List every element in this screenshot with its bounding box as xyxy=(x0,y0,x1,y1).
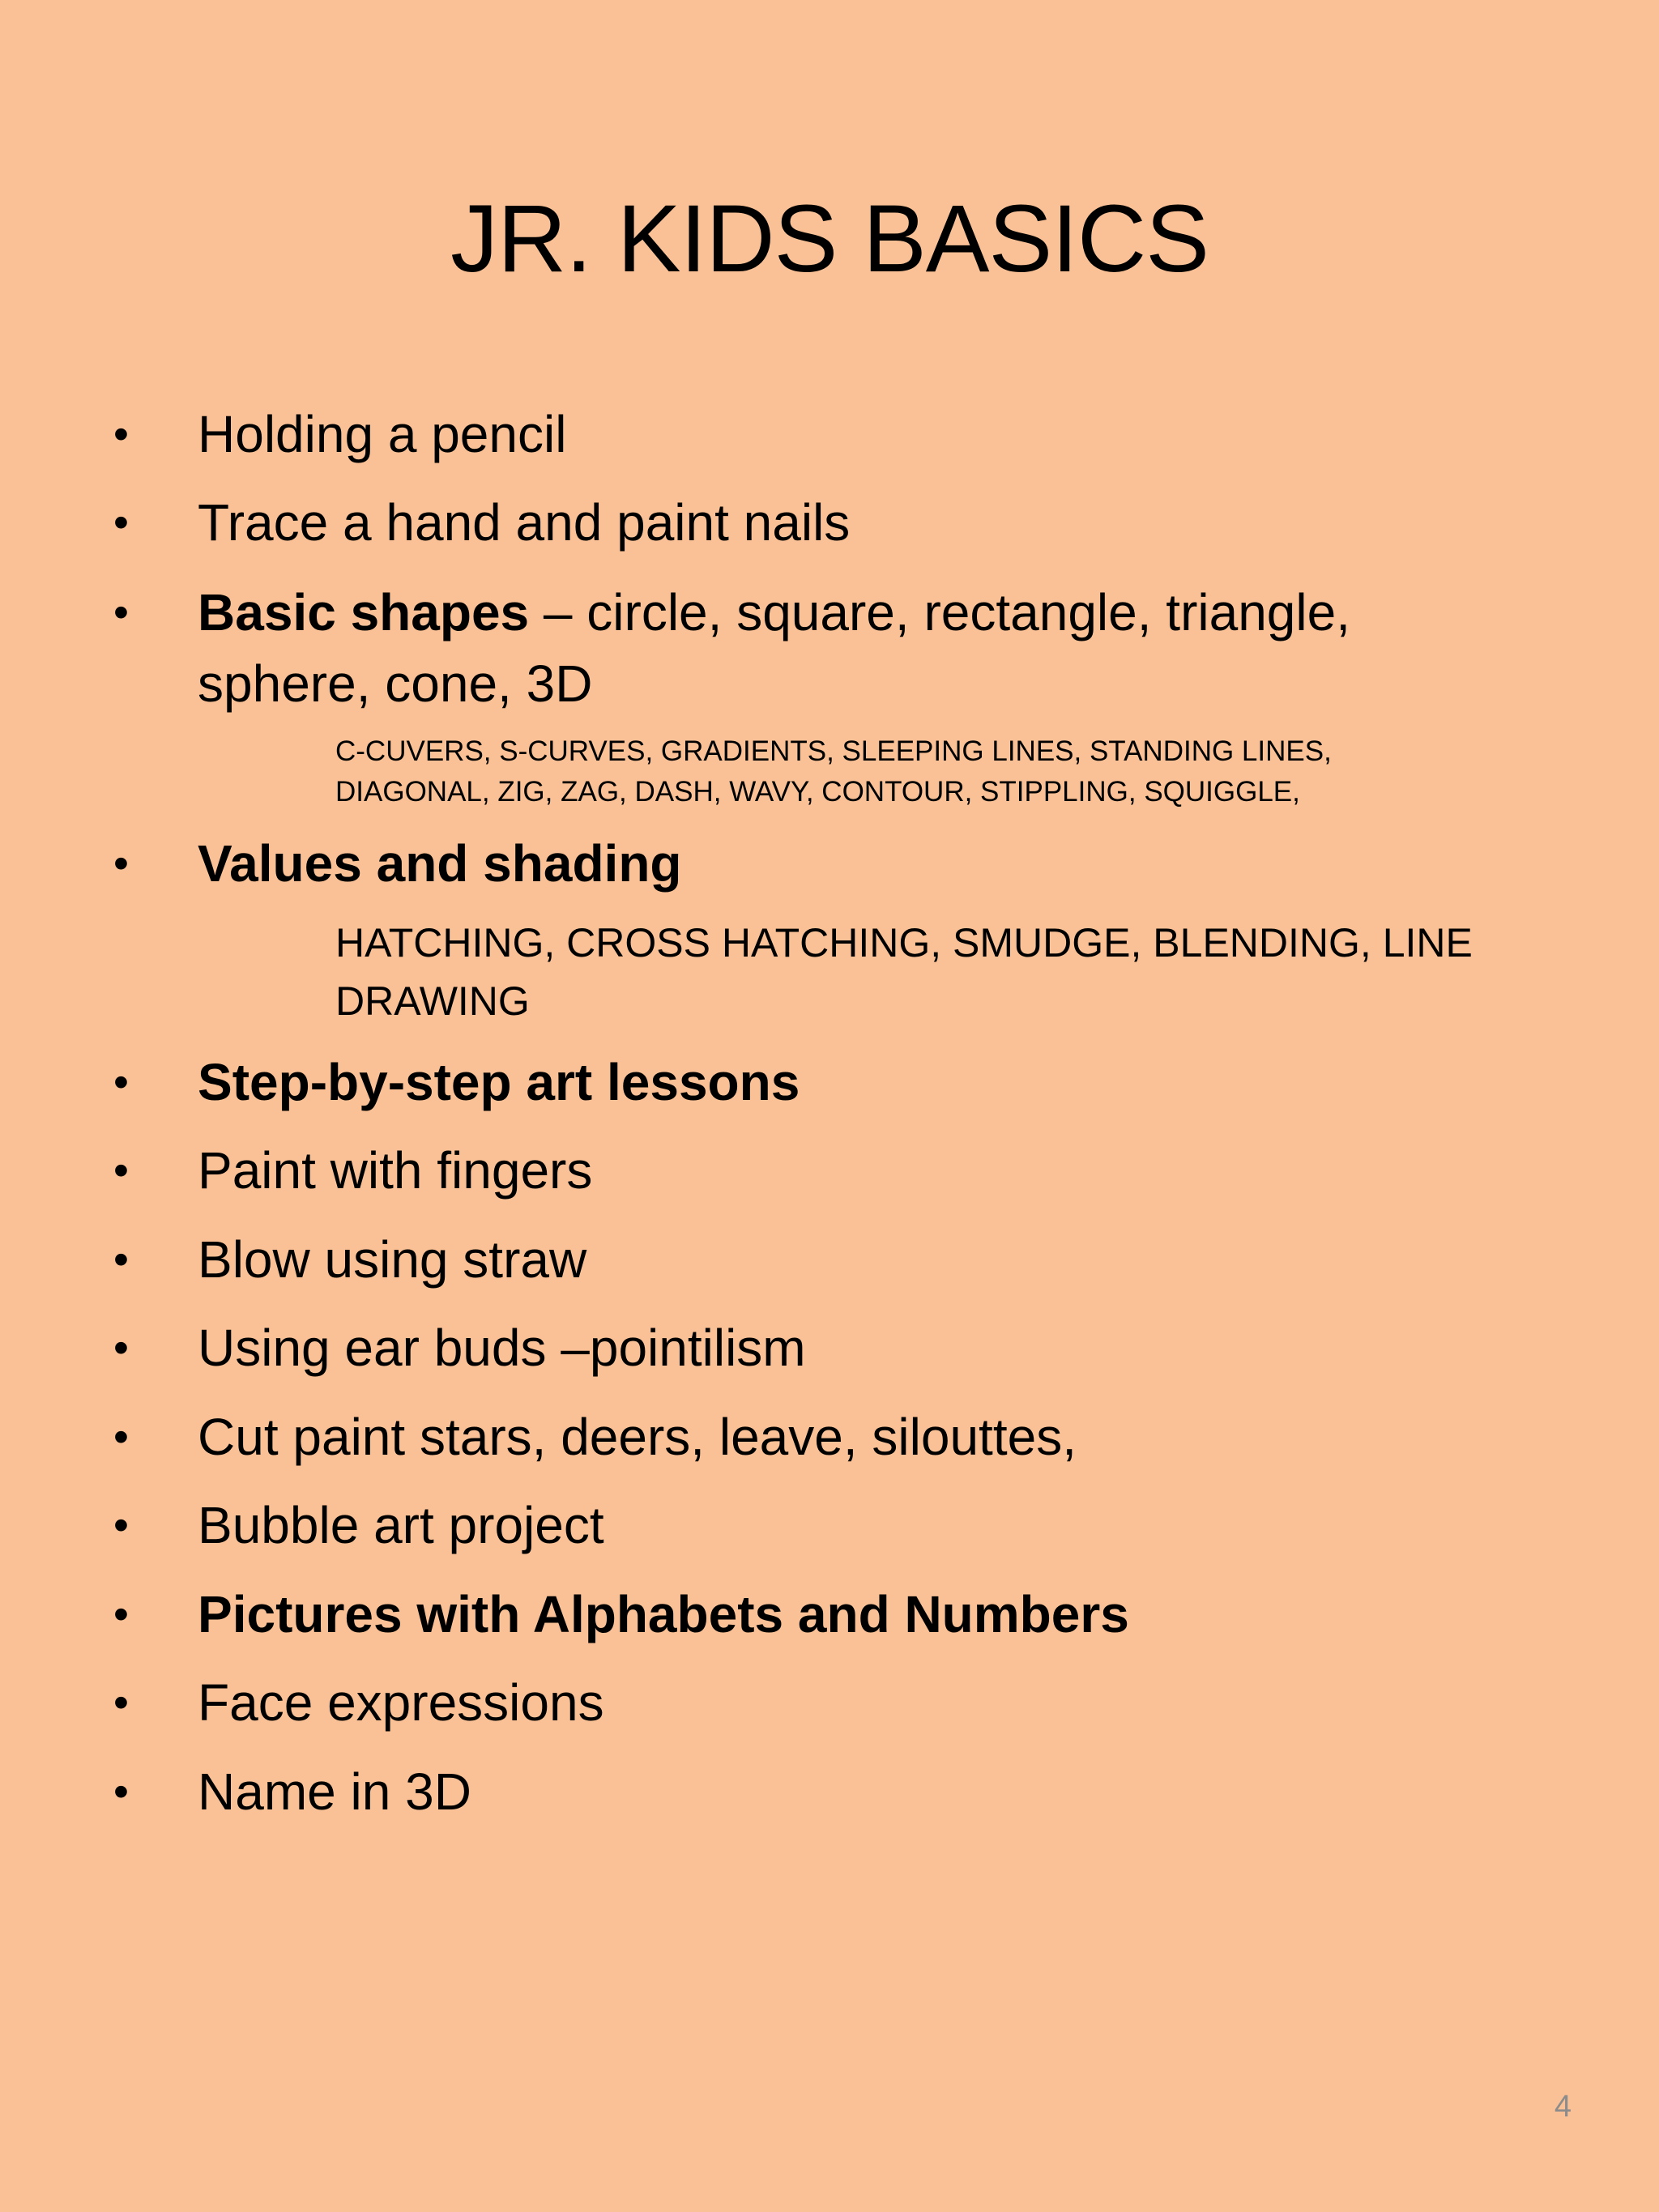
list-item-line2: sphere, cone, 3D xyxy=(198,654,593,713)
list-item-text: Paint with fingers xyxy=(198,1141,593,1200)
list-item-text: Step-by-step art lessons xyxy=(198,1053,800,1111)
sub-line: HATCHING, CROSS HATCHING, SMUDGE, BLENDING, LINE xyxy=(335,920,1473,965)
bullet-icon: • xyxy=(113,1413,129,1461)
bullet-icon: • xyxy=(113,1146,129,1195)
list-item-text: Values and shading xyxy=(198,834,682,893)
bullet-icon: • xyxy=(113,498,129,547)
sub-list-values xyxy=(335,914,1486,1030)
bullet-icon: • xyxy=(113,1590,129,1639)
list-item-text: Bubble art project xyxy=(198,1496,604,1554)
sub-line: DIAGONAL, ZIG, ZAG, DASH, WAVY, CONTOUR, STIPPLING, SQUIGGLE, xyxy=(335,776,1300,808)
list-item-rest: – circle, square, rectangle, triangle, xyxy=(529,583,1350,641)
list-item-text: Holding a pencil xyxy=(198,405,567,463)
sub-line: C-CUVERS, S-CURVES, GRADIENTS, SLEEPING LINES, STANDING LINES, xyxy=(335,735,1332,767)
list-item-text: Using ear buds –pointilism xyxy=(198,1319,806,1377)
list-item-text: Blow using straw xyxy=(198,1230,587,1289)
sub-line: DRAWING xyxy=(335,978,530,1024)
bullet-icon: • xyxy=(113,1767,129,1816)
list-item-bold: Basic shapes xyxy=(198,583,530,641)
bullet-icon: • xyxy=(113,1678,129,1727)
bullet-icon: • xyxy=(113,588,129,637)
slide-title: JR. KIDS BASICS xyxy=(450,185,1209,292)
page-number: 4 xyxy=(1554,2090,1572,2124)
list-item-text: Face expressions xyxy=(198,1673,604,1732)
bullet-icon: • xyxy=(113,410,129,458)
list-item-text: Name in 3D xyxy=(198,1762,471,1821)
bullet-icon: • xyxy=(113,839,129,888)
bullet-icon: • xyxy=(113,1501,129,1549)
list-item-text: Cut paint stars, deers, leave, silouttes, xyxy=(198,1408,1077,1466)
sub-list-shapes xyxy=(335,731,1486,812)
list-item-text xyxy=(198,577,1526,719)
bullet-icon: • xyxy=(113,1235,129,1284)
list-item-text: Trace a hand and paint nails xyxy=(198,493,851,552)
bullet-icon: • xyxy=(113,1323,129,1372)
bullet-icon: • xyxy=(113,1058,129,1106)
list-item-text: Pictures with Alphabets and Numbers xyxy=(198,1585,1129,1643)
